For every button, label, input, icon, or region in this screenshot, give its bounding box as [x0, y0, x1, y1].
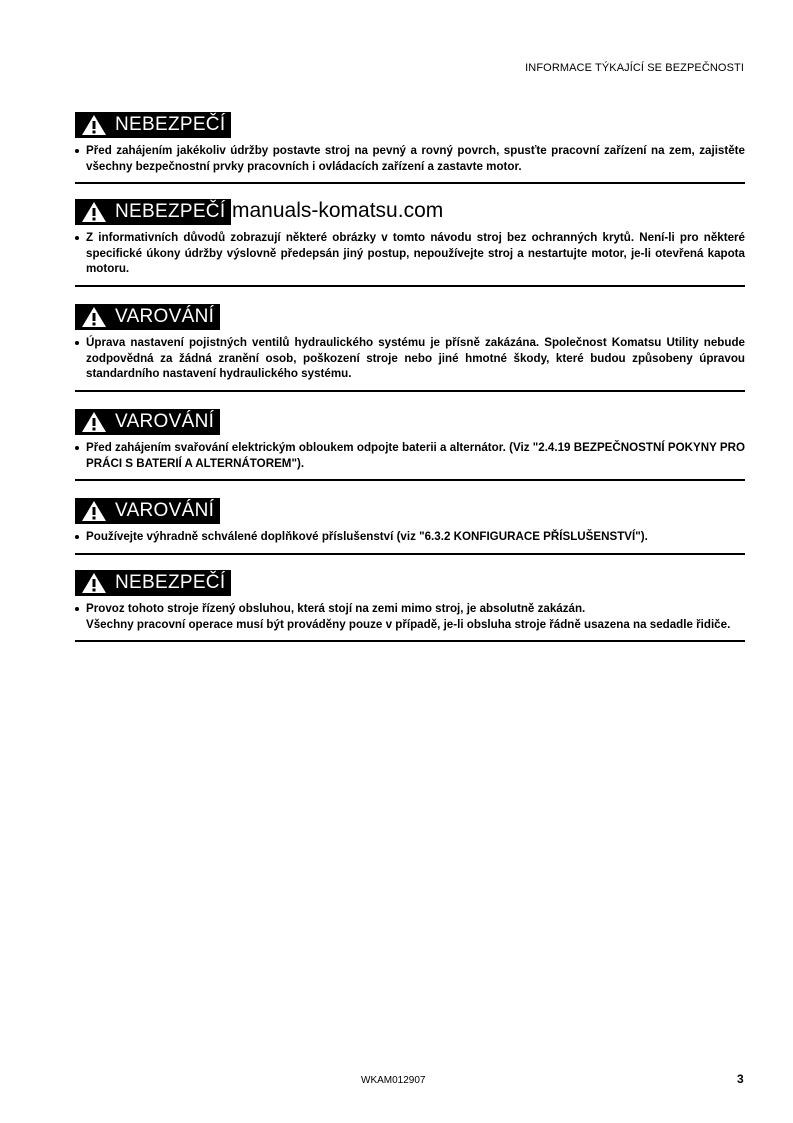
notice-item	[75, 440, 745, 471]
danger-label	[75, 570, 231, 596]
warning-label-text: VAROVÁNÍ	[115, 500, 215, 521]
divider	[75, 640, 745, 642]
bullet-icon	[75, 236, 79, 240]
bullet-icon	[75, 446, 79, 450]
notice-item	[75, 335, 745, 382]
notice-text: Všechny pracovní operace musí být prováděny pouze v případě, je-li obsluha stroje řádně usazena na sedadle řidiče.	[86, 617, 731, 631]
divider	[75, 390, 745, 392]
warning-label	[75, 498, 220, 524]
warning-label-text: VAROVÁNÍ	[115, 411, 215, 432]
warning-triangle-icon	[81, 306, 107, 328]
warning-triangle-icon	[81, 114, 107, 136]
warning-triangle-icon	[81, 572, 107, 594]
divider	[75, 285, 745, 287]
danger-label-text: NEBEZPEČÍ	[115, 201, 226, 222]
notice-text: Používejte výhradně schválené doplňkové příslušenství (viz "6.3.2 KONFIGURACE PŘÍSLUŠENSTVÍ").	[86, 530, 648, 543]
warning-label	[75, 409, 220, 435]
notice-item	[75, 601, 745, 617]
danger-label	[75, 112, 231, 138]
safety-notice-warning	[75, 304, 745, 392]
notice-text: Úprava nastavení pojistných ventilů hydraulického systému je přísně zakázána. Společnost Komatsu Utility nebude zodpovědná za žádná zranění osob, poškození stroje nebo jiné hmotné škody, které budou způsobeny úpravou standardního nastavení hydraulického systému.	[86, 336, 745, 380]
running-header: INFORMACE TÝKAJÍCÍ SE BEZPEČNOSTI	[525, 62, 744, 74]
safety-notice-warning	[75, 409, 745, 481]
bullet-icon	[75, 607, 79, 611]
watermark: manuals-komatsu.com	[232, 199, 444, 222]
notice-text: Před zahájením svařování elektrickým obloukem odpojte baterii a alternátor. (Viz "2.4.19 BEZPEČNOSTNÍ POKYNY PRO PRÁCI S BATERIÍ A ALTERNÁTOREM").	[86, 441, 745, 470]
bullet-icon	[75, 149, 79, 153]
warning-triangle-icon	[81, 411, 107, 433]
warning-label	[75, 304, 220, 330]
notice-item	[75, 529, 745, 545]
warning-triangle-icon	[81, 500, 107, 522]
safety-notice-danger	[75, 112, 745, 184]
divider	[75, 182, 745, 184]
notice-item-continued	[75, 617, 745, 633]
notice-text: Provoz tohoto stroje řízený obsluhou, která stojí na zemi mimo stroj, je absolutně zakázán.	[86, 602, 586, 615]
danger-label	[75, 199, 231, 225]
danger-label-text: NEBEZPEČÍ	[115, 572, 226, 593]
warning-triangle-icon	[81, 201, 107, 223]
document-code: WKAM012907	[361, 1075, 426, 1086]
warning-label-text: VAROVÁNÍ	[115, 306, 215, 327]
danger-label-text: NEBEZPEČÍ	[115, 114, 226, 135]
bullet-icon	[75, 535, 79, 539]
divider	[75, 553, 745, 555]
notice-text: Před zahájením jakékoliv údržby postavte stroj na pevný a rovný povrch, spusťte pracovní zařízení na zem, zajistěte všechny bezpečnostní prvky pracovních i ovládacích zařízení a zastavte motor.	[86, 144, 745, 173]
bullet-icon	[75, 341, 79, 345]
divider	[75, 479, 745, 481]
notice-item	[75, 143, 745, 174]
notice-item	[75, 230, 745, 277]
safety-notice-danger	[75, 570, 745, 642]
notice-text: Z informativních důvodů zobrazují některé obrázky v tomto návodu stroj bez ochranných krytů. Není-li pro některé specifické úkony údržby výslovně předepsán jiný postup, nepoužívejte stroj a nestartujte motor, je-li otevřená kapota motoru.	[86, 231, 745, 275]
page-number: 3	[737, 1072, 744, 1086]
safety-notice-warning	[75, 498, 745, 555]
